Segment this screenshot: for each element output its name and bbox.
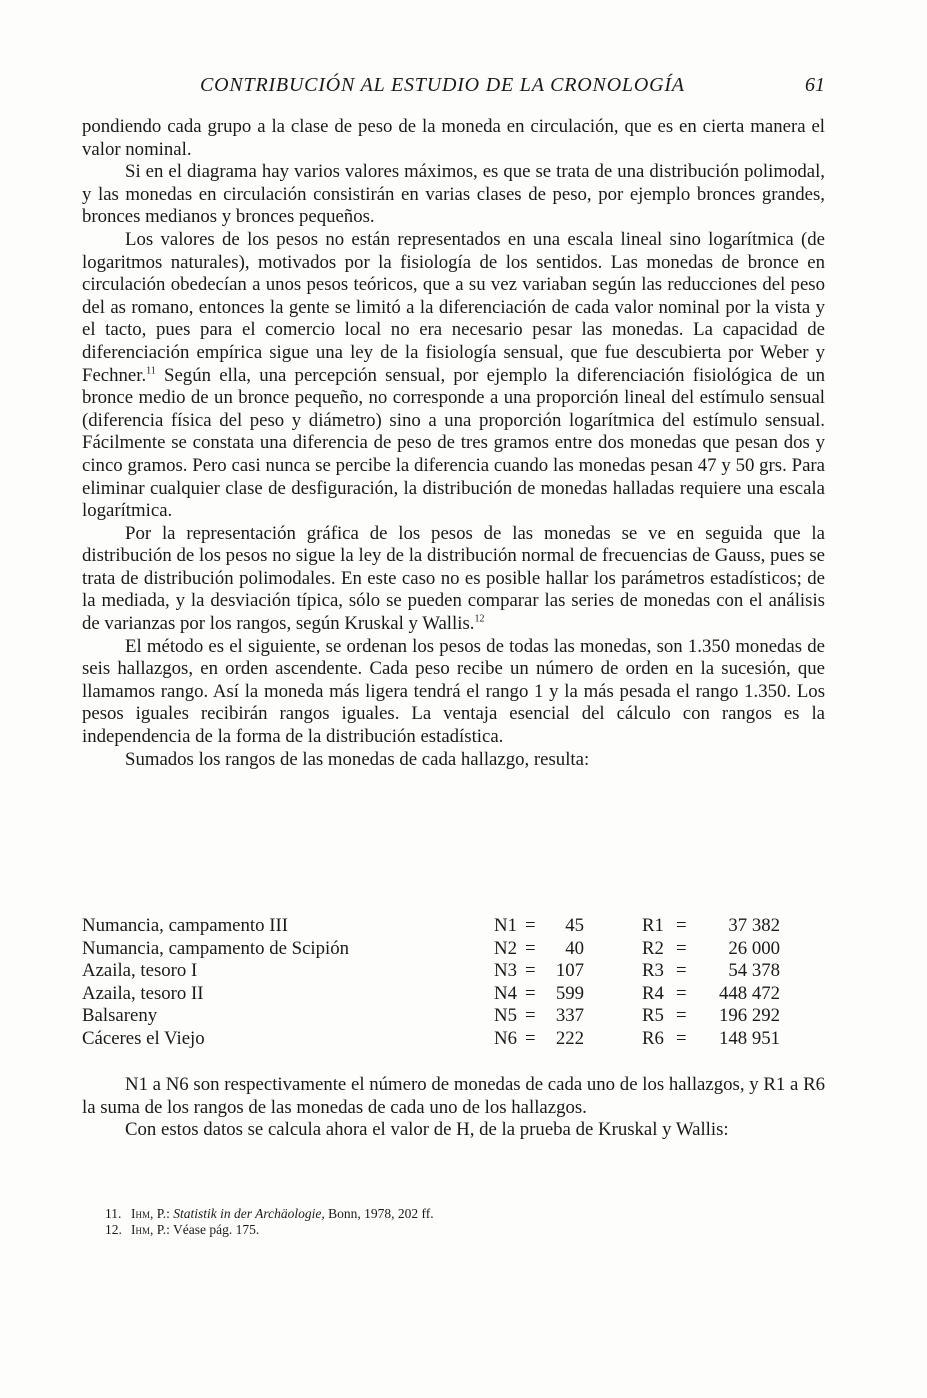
n-equals: = [525, 915, 536, 936]
footnote-number: 12. [105, 1222, 122, 1237]
running-title: CONTRIBUCIÓN AL ESTUDIO DE LA CRONOLOGÍA [200, 74, 685, 96]
table-row [82, 915, 825, 938]
rank-sums-table [82, 915, 825, 1051]
footnote-author: Ihm, P.: [131, 1222, 170, 1237]
paragraph-8: Con estos datos se calcula ahora el valor de H, de la prueba de Kruskal y Wallis: [125, 1119, 729, 1141]
table-row [82, 1005, 825, 1028]
find-name: Cáceres el Viejo [82, 1027, 205, 1049]
find-name: Numancia, campamento de Scipión [82, 937, 350, 959]
find-name: Azaila, tesoro II [82, 982, 204, 1004]
footnote-number: 11. [105, 1206, 122, 1221]
n-label: N5 [494, 1005, 517, 1027]
footnote-title: Statistik in der Archäologie, [173, 1206, 325, 1221]
paragraph-4 [82, 523, 825, 636]
table-row [82, 938, 825, 961]
n-equals: = [525, 937, 536, 959]
n-value: 40 [565, 937, 584, 959]
table-row [82, 960, 825, 983]
r-equals: = [676, 915, 687, 936]
table-row [82, 1028, 825, 1051]
r-equals: = [676, 937, 687, 959]
n-label: N4 [494, 982, 517, 1004]
paragraph-1: pondiendo cada grupo a la clase de peso de la moneda en circulación, que es en cierta manera el valor nominal. [82, 116, 825, 160]
r-value: 26 000 [728, 937, 780, 959]
paragraph-3-part-b: Según ella, una percepción sensual, por ejemplo la diferenciación fisiológica de un bronce medio de un bronce pequeño, no corresponde a una proporción lineal del estímulo sensual (diferencia física del peso y diámetro) sino a una proporción logarítmica del estímulo sensual. Fácilmente se constata una diferencia de peso de tres gramos entre dos monedas que pesan dos y cinco gramos. Pero casi nunca se percibe la diferencia cuando las monedas pesan 47 y 50 grs. Para eliminar cualquier clase de desfiguración, la distribución de monedas halladas requiere una escala logarítmica. [82, 364, 825, 522]
n-label: N1 [494, 915, 517, 936]
footnote-rest: Bonn, 1978, 202 ff. [328, 1206, 434, 1221]
footnote [105, 1222, 805, 1238]
r-label: R2 [642, 937, 664, 959]
r-label: R1 [642, 915, 664, 936]
r-label: R3 [642, 960, 664, 982]
paragraph-3 [82, 229, 825, 523]
n-value: 222 [555, 1027, 584, 1049]
r-equals: = [676, 1027, 687, 1049]
r-value: 54 378 [728, 960, 780, 982]
body-text [82, 116, 825, 771]
n-value: 107 [555, 960, 584, 982]
r-label: R6 [642, 1027, 664, 1049]
n-equals: = [525, 1027, 536, 1049]
r-label: R5 [642, 1005, 664, 1027]
n-value: 337 [555, 1005, 584, 1027]
r-equals: = [676, 1005, 687, 1027]
n-label: N2 [494, 937, 517, 959]
find-name: Numancia, campamento III [82, 915, 288, 936]
r-value: 448 472 [718, 982, 780, 1004]
r-label: R4 [642, 982, 664, 1004]
r-value: 37 382 [728, 915, 780, 936]
table-row [82, 983, 825, 1006]
paragraph-3-part-a: Los valores de los pesos no están representados en una escala lineal sino logarítmica (de logaritmos naturales), motivados por la fisiología de los sentidos. Las monedas de bronce en circulación obedecían a unos pesos teóricos, que a su vez variaban según las reducciones del peso del as romano, entonces la gente se limitó a la diferenciación de cada valor nominal por la vista y el tacto, pues para el comercio local no era necesario pesar las monedas. La capacidad de diferenciación empírica sigue una ley de la fisiología sensual, que fue descubierta por Weber y Fechner. [82, 228, 825, 386]
footnote [105, 1206, 805, 1222]
paragraph-5: El método es el siguiente, se ordenan los pesos de todas las monedas, son 1.350 monedas de seis hallazgos, en orden ascendente. Cada peso recibe un número de orden en la sucesión, que llamamos rango. Así la moneda más ligera tendrá el rango 1 y la más pesada el rango 1.350. Los pesos iguales recibirán rangos iguales. La ventaja esencial del cálculo con rangos es la independencia de la forma de la distribución estadística. [82, 635, 825, 748]
footnote-ref-12[interactable]: 12 [474, 613, 485, 625]
n-label: N6 [494, 1027, 517, 1049]
footnotes [105, 1206, 805, 1238]
paragraph-4-text: Por la representación gráfica de los pesos de las monedas se ve en seguida que la distribución de los pesos no sigue la ley de la distribución normal de frecuencias de Gauss, pues se trata de distribución polimodales. En este caso no es posible hallar los parámetros estadísticos; de la mediada, y la desviación típica, sólo se pueden comparar las series de monedas con el análisis de varianzas por los rangos, según Kruskal y Wallis. [82, 522, 825, 635]
n-value: 45 [565, 915, 584, 936]
paragraph-2: Si en el diagrama hay varios valores máximos, es que se trata de una distribución polimodal, y las monedas en circulación consistirán en varias clases de peso, por ejemplo bronces grandes, bronces medianos y bronces pequeños. [82, 161, 825, 228]
n-label: N3 [494, 960, 517, 982]
paragraph-6: Sumados los rangos de las monedas de cada hallazgo, resulta: [125, 748, 590, 770]
find-name: Azaila, tesoro I [82, 960, 198, 982]
footnote-author: Ihm, P.: [131, 1206, 170, 1221]
footnote-ref-11[interactable]: 11 [146, 365, 156, 377]
r-value: 196 292 [718, 1005, 780, 1027]
r-equals: = [676, 982, 687, 1004]
footnote-rest: Véase pág. 175. [173, 1222, 260, 1237]
n-equals: = [525, 960, 536, 982]
n-value: 599 [555, 982, 584, 1004]
running-header [82, 74, 825, 104]
n-equals: = [525, 1005, 536, 1027]
find-name: Balsareny [82, 1005, 158, 1027]
page-number: 61 [805, 74, 825, 96]
r-value: 148 951 [718, 1027, 780, 1049]
paragraph-7: N1 a N6 son respectivamente el número de monedas de cada uno de los hallazgos, y R1 a R6 la suma de los rangos de las monedas de cada uno de los hallazgos. [82, 1074, 825, 1118]
after-table-text [82, 1074, 825, 1142]
n-equals: = [525, 982, 536, 1004]
r-equals: = [676, 960, 687, 982]
